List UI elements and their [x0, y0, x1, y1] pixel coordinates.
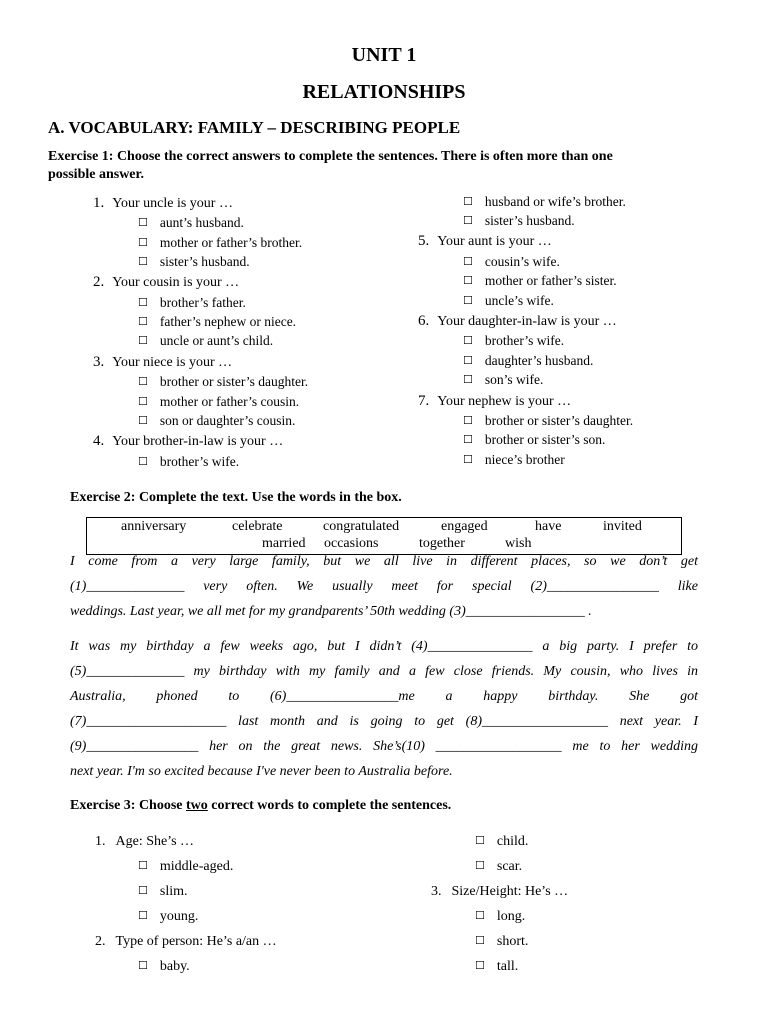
checkbox-icon[interactable]: ☐	[463, 453, 473, 466]
ex1-option[interactable]: ☐ daughter’s husband.	[463, 353, 594, 368]
ex1-option[interactable]: ☐ husband or wife’s brother.	[463, 194, 626, 209]
checkbox-icon[interactable]: ☐	[475, 834, 485, 847]
paragraph-line: next year. I'm so excited because I've never been to Australia before.	[70, 764, 453, 779]
exercise2-paragraph-1	[70, 549, 698, 624]
ex1-option[interactable]: ☐ brother’s wife.	[463, 333, 565, 348]
ex3-question: 3. Size/Height: He’s …	[431, 884, 569, 899]
paragraph-line: Australia, phoned to (6)________________me a happy birthday. She got	[70, 689, 698, 704]
checkbox-icon[interactable]: ☐	[138, 395, 148, 408]
ex3-question: 1. Age: She’s …	[95, 834, 195, 849]
checkbox-icon[interactable]: ☐	[138, 909, 148, 922]
exercise2-instruction: Exercise 2: Complete the text. Use the words in the box.	[70, 490, 402, 505]
word-box-word: wish	[505, 536, 532, 551]
checkbox-icon[interactable]: ☐	[138, 959, 148, 972]
exercise2-paragraph-2	[70, 634, 698, 784]
checkbox-icon[interactable]: ☐	[463, 414, 473, 427]
word-box-word: invited	[603, 519, 642, 534]
ex3-option[interactable]: ☐ short.	[475, 934, 529, 949]
word-box-word: congratulated	[323, 519, 400, 534]
ex1-option[interactable]: ☐ brother’s wife.	[138, 454, 240, 469]
ex1-option[interactable]: ☐ aunt’s husband.	[138, 215, 244, 230]
ex1-question: 3. Your niece is your …	[93, 354, 233, 370]
ex3-option[interactable]: ☐ young.	[138, 909, 199, 924]
emphasis-word: two	[186, 798, 208, 813]
checkbox-icon[interactable]: ☐	[138, 455, 148, 468]
section-heading: A. VOCABULARY: FAMILY – DESCRIBING PEOPLE	[48, 118, 461, 137]
ex1-option[interactable]: ☐ uncle’s wife.	[463, 293, 554, 308]
ex1-option[interactable]: ☐ brother’s father.	[138, 295, 246, 310]
paragraph-line: (7)____________________ last month and is going to get (8)__________________ next year. I	[70, 714, 698, 729]
exercise3-instruction: Exercise 3: Choose two correct words to complete the sentences.	[70, 798, 452, 813]
checkbox-icon[interactable]: ☐	[463, 354, 473, 367]
ex1-option[interactable]: ☐ cousin’s wife.	[463, 254, 560, 269]
checkbox-icon[interactable]: ☐	[138, 375, 148, 388]
checkbox-icon[interactable]: ☐	[463, 294, 473, 307]
ex1-option[interactable]: ☐ mother or father’s sister.	[463, 273, 617, 288]
word-box-word: anniversary	[121, 519, 187, 534]
ex1-option[interactable]: ☐ son or daughter’s cousin.	[138, 413, 296, 428]
checkbox-icon[interactable]: ☐	[463, 373, 473, 386]
paragraph-line: (9)________________ her on the great news. She’s(10) __________________ me to her wedding	[70, 739, 698, 754]
ex1-option[interactable]: ☐ mother or father’s brother.	[138, 235, 303, 250]
checkbox-icon[interactable]: ☐	[463, 255, 473, 268]
checkbox-icon[interactable]: ☐	[475, 959, 485, 972]
ex3-option[interactable]: ☐ long.	[475, 909, 526, 924]
ex1-question: 7. Your nephew is your …	[418, 393, 572, 409]
word-box-word: have	[535, 519, 562, 534]
word-box-word: engaged	[441, 519, 488, 534]
word-box-word: together	[419, 536, 465, 551]
ex3-option[interactable]: ☐ tall.	[475, 959, 519, 974]
ex1-option[interactable]: ☐ brother or sister’s daughter.	[463, 413, 634, 428]
unit-topic: RELATIONSHIPS	[302, 81, 466, 103]
paragraph-line: I come from a very large family, but we all live in different places, so we don’t get	[70, 554, 698, 569]
checkbox-icon[interactable]: ☐	[138, 315, 148, 328]
word-box-word: married	[262, 536, 306, 551]
ex3-option[interactable]: ☐ scar.	[475, 859, 523, 874]
ex1-option[interactable]: ☐ brother or sister’s son.	[463, 432, 606, 447]
ex1-question: 5. Your aunt is your …	[418, 233, 552, 249]
checkbox-icon[interactable]: ☐	[138, 236, 148, 249]
checkbox-icon[interactable]: ☐	[138, 414, 148, 427]
exercise1-instruction: Exercise 1: Choose the correct answers to complete the sentences. There is often more than one	[48, 149, 613, 164]
checkbox-icon[interactable]: ☐	[138, 859, 148, 872]
checkbox-icon[interactable]: ☐	[138, 255, 148, 268]
checkbox-icon[interactable]: ☐	[475, 859, 485, 872]
paragraph-line: It was my birthday a few weeks ago, but I didn’t (4)_______________ a big party. I prefer to	[70, 639, 698, 654]
checkbox-icon[interactable]: ☐	[463, 274, 473, 287]
checkbox-icon[interactable]: ☐	[463, 334, 473, 347]
word-box-word: celebrate	[232, 519, 283, 534]
ex1-option[interactable]: ☐ brother or sister’s daughter.	[138, 374, 309, 389]
exercise1-instruction-cont: possible answer.	[48, 167, 144, 182]
checkbox-icon[interactable]: ☐	[138, 334, 148, 347]
checkbox-icon[interactable]: ☐	[138, 296, 148, 309]
ex1-question: 6. Your daughter-in-law is your …	[418, 313, 617, 329]
ex1-question: 2. Your cousin is your …	[93, 274, 240, 290]
ex3-option[interactable]: ☐ middle-aged.	[138, 859, 234, 874]
ex1-option[interactable]: ☐ sister’s husband.	[463, 213, 575, 228]
paragraph-line: (5)______________ my birthday with my family and a few close friends. My cousin, who lives in	[70, 664, 698, 679]
checkbox-icon[interactable]: ☐	[138, 216, 148, 229]
ex3-option[interactable]: ☐ slim.	[138, 884, 188, 899]
ex1-question: 1. Your uncle is your …	[93, 195, 233, 211]
ex1-option[interactable]: ☐ uncle or aunt’s child.	[138, 333, 274, 348]
unit-title: UNIT 1	[351, 44, 417, 66]
ex3-option[interactable]: ☐ baby.	[138, 959, 190, 974]
ex1-option[interactable]: ☐ niece’s brother	[463, 452, 565, 467]
ex1-option[interactable]: ☐ son’s wife.	[463, 372, 544, 387]
checkbox-icon[interactable]: ☐	[138, 884, 148, 897]
ex1-question: 4. Your brother-in-law is your …	[93, 433, 284, 449]
ex1-option[interactable]: ☐ mother or father’s cousin.	[138, 394, 300, 409]
checkbox-icon[interactable]: ☐	[463, 214, 473, 227]
checkbox-icon[interactable]: ☐	[475, 934, 485, 947]
word-box-word: occasions	[324, 536, 379, 551]
checkbox-icon[interactable]: ☐	[463, 195, 473, 208]
checkbox-icon[interactable]: ☐	[463, 433, 473, 446]
paragraph-line: (1)______________ very often. We usually meet for special (2)________________ like	[70, 579, 698, 594]
paragraph-line: weddings. Last year, we all met for my grandparents’ 50th wedding (3)_________________ .	[70, 604, 592, 619]
ex3-option[interactable]: ☐ child.	[475, 834, 529, 849]
checkbox-icon[interactable]: ☐	[475, 909, 485, 922]
ex3-question: 2. Type of person: He’s a/an …	[95, 934, 277, 949]
ex1-option[interactable]: ☐ father’s nephew or niece.	[138, 314, 297, 329]
ex1-option[interactable]: ☐ sister’s husband.	[138, 254, 250, 269]
